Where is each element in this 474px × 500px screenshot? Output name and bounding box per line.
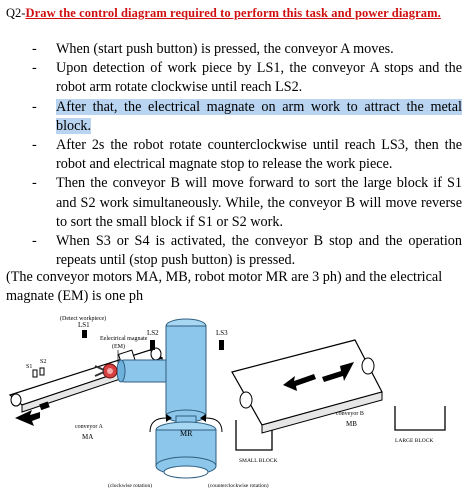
clockwise-label: (clockwise rotation) [108, 483, 153, 489]
mr-label: MR [180, 429, 193, 438]
step-list [30, 40, 462, 270]
mb-label: MB [346, 420, 357, 428]
ma-label: MA [82, 433, 94, 441]
robot-column [156, 319, 216, 478]
counterclockwise-label: (counterclockwise rotation) [208, 483, 269, 489]
highlighted-step: After that, the electrical magnate on arm work to attract the metal block. [56, 98, 462, 134]
detect-workpiece-label: (Detect workpiece) [60, 316, 107, 322]
conveyor-b-label: conveyor B [336, 411, 364, 417]
question-title: Draw the control diagram required to perform this task and power diagram. [25, 6, 441, 20]
ls3-label: LS3 [216, 329, 228, 337]
step-item [30, 98, 462, 136]
motor-note: (The conveyor motors MA, MB, robot motor MR are 3 ph) and the electrical magnate (EM) is one ph [6, 269, 443, 304]
large-block-bin [395, 406, 445, 430]
process-diagram [0, 310, 474, 500]
step-item: - When S3 or S4 is activated, the conveyor B stop and the operation repeats until (stop push button) is pressed. [30, 232, 462, 270]
limit-switch-ls3 [219, 340, 224, 350]
step-item: - Upon detection of work piece by LS1, the conveyor A stops and the robot arm rotate clockwise until reach LS2. [30, 59, 462, 97]
em-abbr-label: (EM) [112, 344, 125, 350]
step-item: - Then the conveyor B will move forward to sort the large block if S1 and S2 work simultaneously. While, the conveyor B will move reverse to sort the small block if S1 or S2 work. [30, 174, 462, 232]
limit-switch-ls1 [82, 330, 87, 338]
ls2-label: LS2 [147, 329, 159, 337]
limit-switch-ls2 [150, 340, 155, 350]
small-block-label: SMALL BLOCK [239, 458, 278, 464]
ls1-label: LS1 [78, 321, 90, 329]
s2-label: S2 [40, 359, 47, 365]
step-item: - After 2s the robot rotate counterclockwise until reach LS3, then the robot and electrical magnate stop to release the work piece. [30, 136, 462, 174]
question-heading [6, 6, 441, 21]
conveyor-b [232, 340, 382, 433]
large-block-label: LARGE BLOCK [395, 438, 434, 444]
sensor-s1-s2 [26, 359, 46, 377]
em-label: Eelectrical magnate [100, 336, 148, 342]
question-number: Q2- [6, 6, 26, 20]
step-item: - When (start push button) is pressed, the conveyor A moves. [30, 40, 462, 59]
s1-label: S1 [26, 364, 33, 370]
conveyor-a-label: conveyor A [75, 424, 103, 430]
